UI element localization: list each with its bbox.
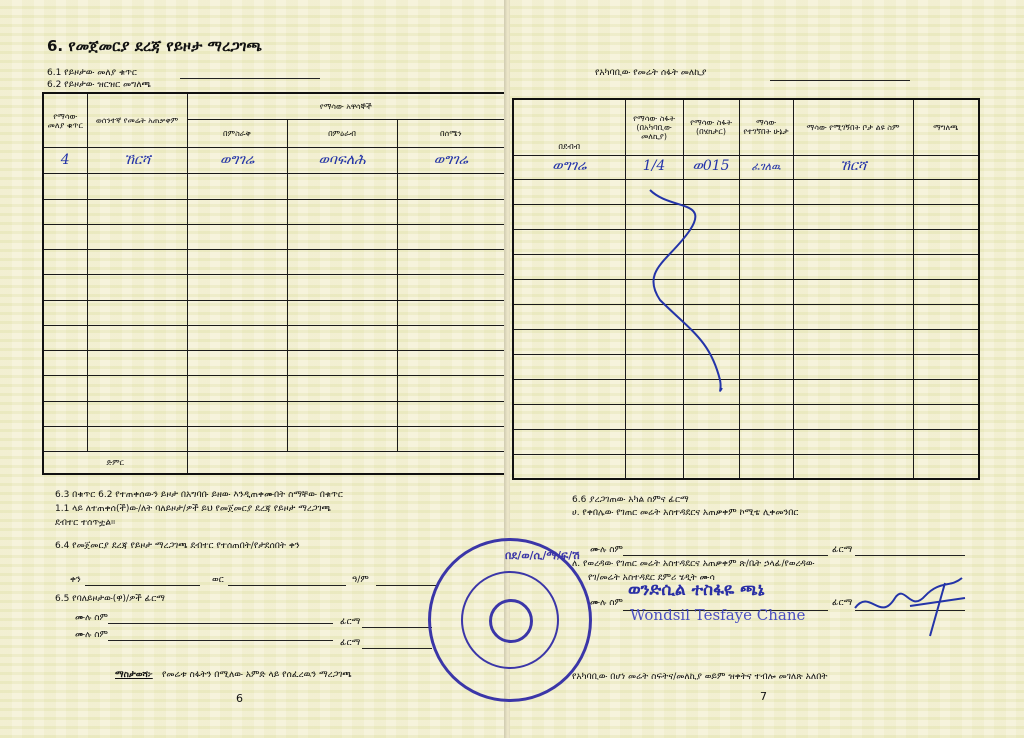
stamp-center-emblem: [489, 599, 533, 643]
field-kebele-chair: ሀ. የቀበሌው የገጠር መሬት አስተዳደርና አጠቃቀም ኮሚቴ ሊቀመንበር: [572, 508, 799, 518]
signature-label-b: ፊርማ: [832, 598, 853, 608]
table-row: [513, 155, 979, 179]
table-row: [43, 275, 505, 300]
cell-use: ኸርሻ: [123, 151, 151, 168]
header-west: በምዕራብ: [287, 119, 397, 147]
total-label: ድምር: [43, 452, 187, 474]
name-label-a: ሙሉ ስም: [590, 545, 623, 555]
table-row: [43, 199, 505, 224]
cell-east: ወግገሬ: [219, 151, 255, 168]
signature-label-2: ፊርማ: [340, 638, 361, 648]
cell-parcel-no: 4: [60, 151, 70, 168]
table-row: [513, 454, 979, 479]
note-6-3-line3: ደብተር ተሰጥቷል።: [55, 518, 116, 528]
signature-line-1: [362, 627, 432, 628]
field-holder-signature: 6.5 የባለይዞታው(ዋ)/ዎች ፊርማ: [55, 594, 165, 604]
table-total-row: [43, 452, 505, 474]
page-number: 7: [760, 690, 767, 703]
name-line-a: [623, 555, 828, 556]
table-row: [43, 351, 505, 376]
note-6-3-line2: 1.1 ላይ ለተጠቀሰ(ች)ው/ለት ባለይዞታ/ዎች ይህ የመጀመርያ ደረጃ የይዞታ ማረጋገጫ: [55, 504, 331, 514]
handwritten-strike-mark: [630, 180, 750, 400]
note-text: የመሬቱ ስፋትን በሚለው አምድ ላይ የሰፈረዉን ማረጋገጫ: [162, 670, 352, 680]
cell-north: ወግገሬ: [433, 151, 468, 168]
name-label-2: ሙሉ ስም: [75, 630, 108, 640]
field-woreda-head: ለ. የወረዳው የገጠር መሬት አስተዳደርና አጠቃቀም ጽ/ቤት ኃላፊ/የወረዳው: [572, 559, 815, 569]
signature-line-2: [362, 648, 432, 649]
table-row: [43, 401, 505, 426]
field-parcel-detail: 6.2 የይዞታው ዝርዝር መግለጫ: [47, 80, 151, 90]
table-row: [43, 325, 505, 350]
parcel-id-line: [180, 78, 320, 79]
date-year-label: ዓ/ም: [352, 575, 369, 585]
name-label-b: ሙሉ ስም: [590, 598, 623, 608]
cell-west: ወባፍለሕ: [318, 151, 366, 168]
table-row: [43, 300, 505, 325]
header-remark: ማግለጫ: [913, 99, 979, 155]
table-row: [43, 250, 505, 275]
note-6-3: 6.3 በቁጥር 6.2 የተጠቀሰውን ይዞታ በአግባቡ ይዘው እንዲጠቀሙበት ስማቸው በቁጥር: [55, 490, 343, 500]
table-row: [43, 174, 505, 199]
page-number: 6: [236, 692, 243, 705]
local-measure-line: [770, 80, 910, 81]
header-area-ha: የማሳው ስፋት (በሄክታር): [683, 99, 739, 155]
name-line-1: [108, 623, 333, 624]
cell-area: 1/4: [642, 158, 666, 174]
table-row: [513, 404, 979, 429]
date-day-label: ቀን: [70, 575, 81, 585]
header-fertility: ማሳው የተገኘበት ሁኔታ: [739, 99, 793, 155]
stamped-official-name: Wondsil Tesfaye Chane: [630, 606, 806, 624]
date-month-line: [228, 585, 346, 586]
footer-note: የአካባቢው በሆነ መሬት ስፍትና/መለኪያ ወይም ዝቀትና ተብሎ መገለጽ አለበት: [572, 672, 828, 682]
name-line-2: [108, 640, 333, 641]
date-year-line: [376, 585, 436, 586]
header-north: በሰሜን: [397, 119, 505, 147]
cell-location: ኸርሻ: [839, 158, 867, 174]
left-table: [42, 92, 506, 475]
cell-fertility: ፈገለዉ: [751, 160, 781, 173]
official-signature: [850, 568, 970, 640]
signature-label-1: ፊርማ: [340, 617, 361, 627]
table-row: [513, 429, 979, 454]
header-neighbor-use: ወሰንተኛ የመሬት አጠቃቀም: [87, 93, 187, 148]
date-month-label: ወር: [212, 575, 224, 585]
cell-south: ወግገሬ: [552, 158, 587, 174]
header-neighbors: የማሳው አዋሳኞች: [187, 93, 505, 119]
header-south: በደብብ: [513, 99, 625, 155]
field-local-measure: የአካባቢው የመሬት ሰፋት መለኪያ: [595, 68, 707, 78]
header-east: በምስራቅ: [187, 119, 287, 147]
cell-area-ha: ወ015: [692, 158, 730, 174]
table-row: [43, 224, 505, 249]
table-row: [43, 376, 505, 401]
section-title: 6. የመጀመርያ ደረጃ የይዞታ ማረጋገጫ: [47, 37, 262, 55]
signature-label-a: ፊርማ: [832, 545, 853, 555]
date-day-line: [85, 585, 200, 586]
header-location: ማሳው የሚገኝበት ቦታ ልዩ ስም: [793, 99, 913, 155]
note-label: ማስታወሻ፦: [115, 670, 153, 680]
field-woreda-head-2: የገ/መሬት አስተዳደር ደምሪ ሄዲት ሙሳ: [588, 573, 715, 583]
field-issue-date: 6.4 የመጀመርያ ደረጃ የይዞታ ማረጋገጫ ደብተር የተሰጠበት/የታደሰበት ቀን: [55, 541, 300, 551]
stamp-ring-text: በደ/ወ/ሲ/ማ/ፍ/ሽ: [505, 549, 580, 562]
header-area-local: የማሳው ስፋት (በአካባቢው መለኪያ): [625, 99, 683, 155]
field-verifier: 6.6 ያረጋገጠው አካል ስምና ፊርማ: [572, 495, 689, 505]
header-parcel-no: የማሳው መለያ ቁጥር: [43, 93, 87, 148]
signature-line-a: [855, 555, 965, 556]
table-row: [43, 426, 505, 451]
name-label-1: ሙሉ ስም: [75, 613, 108, 623]
handwritten-official-name: ወንድሲል ተስፋዬ ጫኔ: [628, 580, 765, 600]
field-parcel-id: 6.1 የይዞታው መለያ ቁጥር: [47, 68, 137, 78]
official-stamp: [428, 538, 592, 702]
table-row: [43, 148, 505, 174]
